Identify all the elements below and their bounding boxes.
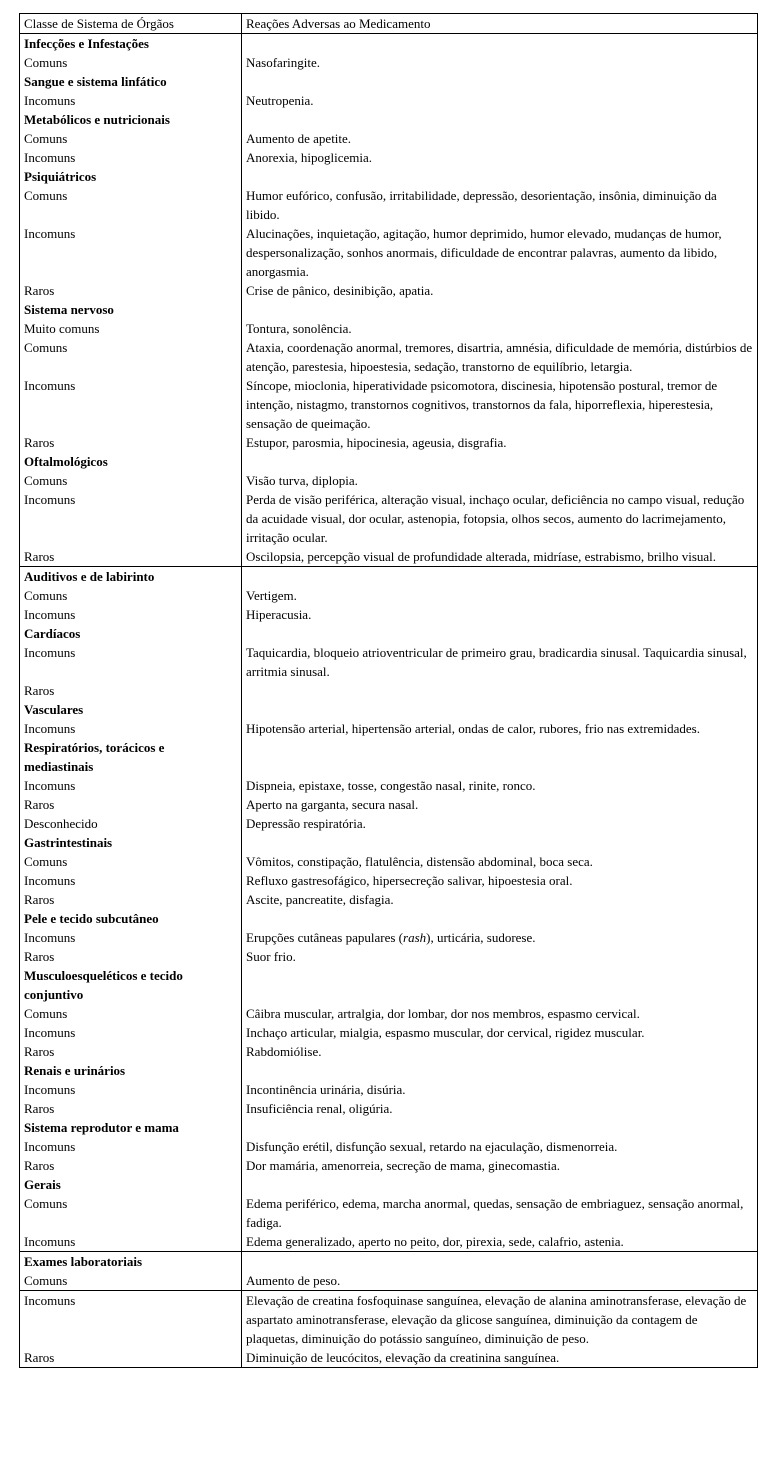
frequency-cell: Comuns: [20, 129, 242, 148]
table-header: [20, 14, 758, 34]
class-row: [20, 452, 758, 471]
empty-cell: [242, 110, 758, 129]
table-row: [20, 776, 758, 795]
table-row: [20, 53, 758, 72]
table-row: [20, 224, 758, 281]
table-row: [20, 433, 758, 452]
organ-class-name: Vasculares: [20, 700, 242, 719]
table-row: [20, 795, 758, 814]
reactions-cell: Alucinações, inquietação, agitação, humor deprimido, humor elevado, mudanças de humor, despersonalização, sonhos anormais, dificuldade de encontrar palavras, aumento da libido, anorgasmia.: [242, 224, 758, 281]
table-row: [20, 1137, 758, 1156]
class-row: [20, 1175, 758, 1194]
class-row: [20, 567, 758, 587]
table-row: [20, 681, 758, 700]
reactions-cell: Hiperacusia.: [242, 605, 758, 624]
frequency-cell: Incomuns: [20, 1080, 242, 1099]
reactions-emphasis: rash: [403, 930, 427, 945]
organ-class-name: Sangue e sistema linfático: [20, 72, 242, 91]
table-row: [20, 129, 758, 148]
reactions-cell: Taquicardia, bloqueio atrioventricular de primeiro grau, bradicardia sinusal. Taquicardia sinusal, arritmia sinusal.: [242, 643, 758, 681]
table-body: [20, 34, 758, 1368]
empty-cell: [242, 72, 758, 91]
frequency-cell: Raros: [20, 281, 242, 300]
reactions-cell: Perda de visão periférica, alteração visual, inchaço ocular, deficiência no campo visual, redução da acuidade visual, dor ocular, astenopia, fotopsia, olhos secos, aumento do lacrimejamento, irritação ocular.: [242, 490, 758, 547]
reactions-cell: Hipotensão arterial, hipertensão arterial, ondas de calor, rubores, frio nas extremidades.: [242, 719, 758, 738]
frequency-cell: Incomuns: [20, 871, 242, 890]
reactions-cell: Câibra muscular, artralgia, dor lombar, dor nos membros, espasmo cervical.: [242, 1004, 758, 1023]
organ-class-name: Oftalmológicos: [20, 452, 242, 471]
empty-cell: [242, 167, 758, 186]
empty-cell: [242, 738, 758, 776]
table-row: [20, 1271, 758, 1291]
frequency-cell: Incomuns: [20, 1291, 242, 1349]
class-row: [20, 1252, 758, 1272]
empty-cell: [242, 452, 758, 471]
header-adverse-reactions: Reações Adversas ao Medicamento: [242, 14, 758, 34]
frequency-cell: Incomuns: [20, 490, 242, 547]
frequency-cell: Desconhecido: [20, 814, 242, 833]
frequency-cell: Incomuns: [20, 148, 242, 167]
frequency-cell: Incomuns: [20, 928, 242, 947]
table-row: [20, 376, 758, 433]
reactions-cell: Suor frio.: [242, 947, 758, 966]
table-row: [20, 1194, 758, 1232]
frequency-cell: Comuns: [20, 586, 242, 605]
organ-class-name: Pele e tecido subcutâneo: [20, 909, 242, 928]
reactions-cell: Nasofaringite.: [242, 53, 758, 72]
table-row: [20, 643, 758, 681]
empty-cell: [242, 34, 758, 54]
frequency-cell: Comuns: [20, 471, 242, 490]
class-row: [20, 72, 758, 91]
adverse-reactions-table: [19, 13, 758, 1368]
table-row: [20, 1004, 758, 1023]
organ-class-name: Renais e urinários: [20, 1061, 242, 1080]
frequency-cell: Incomuns: [20, 1232, 242, 1252]
reactions-cell: Rabdomiólise.: [242, 1042, 758, 1061]
class-row: [20, 738, 758, 776]
empty-cell: [242, 567, 758, 587]
frequency-cell: Incomuns: [20, 224, 242, 281]
table-row: [20, 471, 758, 490]
reactions-cell: Estupor, parosmia, hipocinesia, ageusia, disgrafia.: [242, 433, 758, 452]
frequency-cell: Comuns: [20, 1194, 242, 1232]
frequency-cell: Raros: [20, 433, 242, 452]
table-row: [20, 719, 758, 738]
reactions-cell: Refluxo gastresofágico, hipersecreção salivar, hipoestesia oral.: [242, 871, 758, 890]
table-row: [20, 1080, 758, 1099]
organ-class-name: Auditivos e de labirinto: [20, 567, 242, 587]
frequency-cell: Raros: [20, 681, 242, 700]
table-row: [20, 1291, 758, 1349]
organ-class-name: Cardíacos: [20, 624, 242, 643]
reactions-cell: Anorexia, hipoglicemia.: [242, 148, 758, 167]
reactions-cell: Diminuição de leucócitos, elevação da creatinina sanguínea.: [242, 1348, 758, 1368]
header-organ-class: Classe de Sistema de Órgãos: [20, 14, 242, 34]
reactions-cell: Ascite, pancreatite, disfagia.: [242, 890, 758, 909]
frequency-cell: Comuns: [20, 186, 242, 224]
class-row: [20, 833, 758, 852]
table-row: [20, 338, 758, 376]
table-row: [20, 1232, 758, 1252]
reactions-cell: Inchaço articular, mialgia, espasmo muscular, dor cervical, rigidez muscular.: [242, 1023, 758, 1042]
table-row: [20, 186, 758, 224]
empty-cell: [242, 700, 758, 719]
empty-cell: [242, 833, 758, 852]
header-row: [20, 14, 758, 34]
reactions-cell: Edema periférico, edema, marcha anormal, quedas, sensação de embriaguez, sensação anormal, fadiga.: [242, 1194, 758, 1232]
organ-class-name: Respiratórios, torácicos e mediastinais: [20, 738, 242, 776]
table-row: [20, 605, 758, 624]
reactions-cell: Dispneia, epistaxe, tosse, congestão nasal, rinite, ronco.: [242, 776, 758, 795]
table-row: [20, 148, 758, 167]
frequency-cell: Comuns: [20, 1271, 242, 1291]
frequency-cell: Comuns: [20, 852, 242, 871]
reactions-cell: Elevação de creatina fosfoquinase sanguínea, elevação de alanina aminotransferase, elevação de aspartato aminotransferase, elevação da glicose sanguínea, diminuição da contagem de plaquetas, diminuição do potássio sanguíneo, diminuição de peso.: [242, 1291, 758, 1349]
organ-class-name: Infecções e Infestações: [20, 34, 242, 54]
frequency-cell: Raros: [20, 1348, 242, 1368]
table-row: [20, 1156, 758, 1175]
frequency-cell: Raros: [20, 1099, 242, 1118]
table-row: [20, 1042, 758, 1061]
table-row: [20, 852, 758, 871]
reactions-cell: [242, 928, 758, 947]
table-row: [20, 1023, 758, 1042]
class-row: [20, 624, 758, 643]
empty-cell: [242, 1061, 758, 1080]
reactions-cell: Disfunção erétil, disfunção sexual, retardo na ejaculação, dismenorreia.: [242, 1137, 758, 1156]
frequency-cell: Incomuns: [20, 376, 242, 433]
frequency-cell: Raros: [20, 795, 242, 814]
frequency-cell: Raros: [20, 1042, 242, 1061]
table-row: [20, 490, 758, 547]
frequency-cell: Raros: [20, 947, 242, 966]
reactions-text: ), urticária, sudorese.: [426, 930, 536, 945]
reactions-cell: Vertigem.: [242, 586, 758, 605]
reactions-cell: Neutropenia.: [242, 91, 758, 110]
class-row: [20, 167, 758, 186]
table-row: [20, 947, 758, 966]
frequency-cell: Comuns: [20, 338, 242, 376]
reactions-cell: Edema generalizado, aperto no peito, dor, pirexia, sede, calafrio, astenia.: [242, 1232, 758, 1252]
class-row: [20, 1118, 758, 1137]
frequency-cell: Incomuns: [20, 1137, 242, 1156]
class-row: [20, 966, 758, 1004]
table-row: [20, 319, 758, 338]
class-row: [20, 909, 758, 928]
table-row: [20, 91, 758, 110]
frequency-cell: Raros: [20, 547, 242, 567]
reactions-cell: Vômitos, constipação, flatulência, distensão abdominal, boca seca.: [242, 852, 758, 871]
reactions-cell: Oscilopsia, percepção visual de profundidade alterada, midríase, estrabismo, brilho visual.: [242, 547, 758, 567]
reactions-cell: Síncope, mioclonia, hiperatividade psicomotora, discinesia, hipotensão postural, tremor de intenção, nistagmo, transtornos cognitivos, transtornos da fala, hiporreflexia, hiperestesia, sensação de queimação.: [242, 376, 758, 433]
table-row: [20, 814, 758, 833]
organ-class-name: Psiquiátricos: [20, 167, 242, 186]
class-row: [20, 34, 758, 54]
reactions-cell: Aumento de peso.: [242, 1271, 758, 1291]
reactions-cell: Aumento de apetite.: [242, 129, 758, 148]
frequency-cell: Comuns: [20, 53, 242, 72]
reactions-cell: [242, 681, 758, 700]
table-row: [20, 586, 758, 605]
organ-class-name: Sistema reprodutor e mama: [20, 1118, 242, 1137]
frequency-cell: Incomuns: [20, 1023, 242, 1042]
empty-cell: [242, 1175, 758, 1194]
reactions-cell: Insuficiência renal, oligúria.: [242, 1099, 758, 1118]
reactions-cell: Depressão respiratória.: [242, 814, 758, 833]
organ-class-name: Gerais: [20, 1175, 242, 1194]
reactions-cell: Tontura, sonolência.: [242, 319, 758, 338]
table-row: [20, 890, 758, 909]
reactions-cell: Incontinência urinária, disúria.: [242, 1080, 758, 1099]
empty-cell: [242, 966, 758, 1004]
empty-cell: [242, 300, 758, 319]
reactions-cell: Visão turva, diplopia.: [242, 471, 758, 490]
reactions-cell: Aperto na garganta, secura nasal.: [242, 795, 758, 814]
frequency-cell: Incomuns: [20, 776, 242, 795]
empty-cell: [242, 909, 758, 928]
frequency-cell: Comuns: [20, 1004, 242, 1023]
empty-cell: [242, 1118, 758, 1137]
table-row: [20, 1099, 758, 1118]
table-row: [20, 871, 758, 890]
frequency-cell: Incomuns: [20, 719, 242, 738]
reactions-cell: Ataxia, coordenação anormal, tremores, disartria, amnésia, dificuldade de memória, distúrbios de atenção, parestesia, hipoestesia, sedação, transtorno de equilíbrio, letargia.: [242, 338, 758, 376]
frequency-cell: Raros: [20, 890, 242, 909]
reactions-cell: Dor mamária, amenorreia, secreção de mama, ginecomastia.: [242, 1156, 758, 1175]
organ-class-name: Exames laboratoriais: [20, 1252, 242, 1272]
frequency-cell: Incomuns: [20, 605, 242, 624]
organ-class-name: Metabólicos e nutricionais: [20, 110, 242, 129]
reactions-text: Erupções cutâneas papulares (: [246, 930, 404, 945]
class-row: [20, 300, 758, 319]
frequency-cell: Raros: [20, 1156, 242, 1175]
table-row: [20, 547, 758, 567]
frequency-cell: Incomuns: [20, 91, 242, 110]
table-row: [20, 281, 758, 300]
organ-class-name: Sistema nervoso: [20, 300, 242, 319]
reactions-cell: Humor eufórico, confusão, irritabilidade, depressão, desorientação, insônia, diminuição da libido.: [242, 186, 758, 224]
class-row: [20, 110, 758, 129]
table-row: [20, 1348, 758, 1368]
table-row: [20, 928, 758, 947]
empty-cell: [242, 1252, 758, 1272]
reactions-cell: Crise de pânico, desinibição, apatia.: [242, 281, 758, 300]
frequency-cell: Incomuns: [20, 643, 242, 681]
frequency-cell: Muito comuns: [20, 319, 242, 338]
class-row: [20, 700, 758, 719]
class-row: [20, 1061, 758, 1080]
organ-class-name: Musculoesqueléticos e tecido conjuntivo: [20, 966, 242, 1004]
organ-class-name: Gastrintestinais: [20, 833, 242, 852]
empty-cell: [242, 624, 758, 643]
